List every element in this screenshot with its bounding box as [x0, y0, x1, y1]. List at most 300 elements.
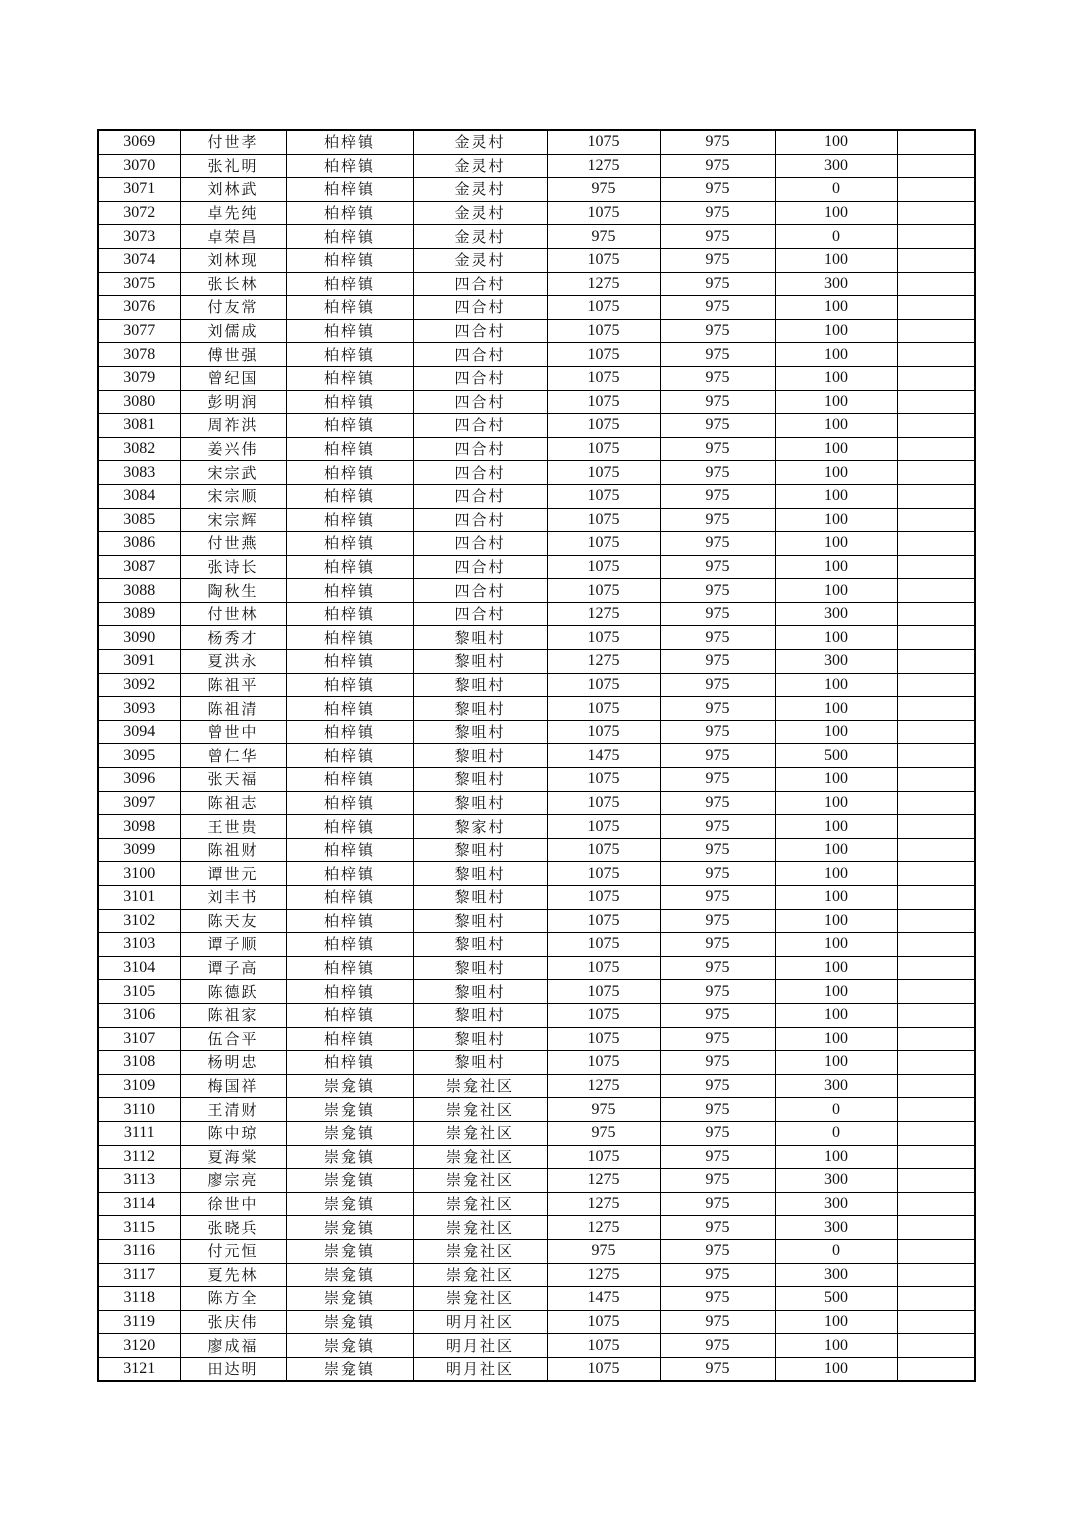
cell-remark — [897, 1003, 975, 1027]
cell-amount-diff: 100 — [775, 980, 897, 1004]
cell-amount-total: 1075 — [547, 933, 660, 957]
cell-village: 四合村 — [413, 296, 547, 320]
cell-number: 3110 — [98, 1098, 180, 1122]
cell-number: 3081 — [98, 414, 180, 438]
cell-amount-diff: 100 — [775, 130, 897, 154]
cell-amount-total: 1075 — [547, 579, 660, 603]
cell-amount-base: 975 — [660, 768, 775, 792]
cell-amount-base: 975 — [660, 1145, 775, 1169]
cell-name: 廖成福 — [180, 1334, 286, 1358]
cell-amount-total: 1075 — [547, 1145, 660, 1169]
cell-number: 3072 — [98, 201, 180, 225]
cell-remark — [897, 1145, 975, 1169]
cell-village: 四合村 — [413, 319, 547, 343]
cell-village: 崇龛社区 — [413, 1192, 547, 1216]
cell-amount-total: 1075 — [547, 1003, 660, 1027]
cell-village: 黎咀村 — [413, 886, 547, 910]
cell-amount-base: 975 — [660, 390, 775, 414]
cell-name: 王世贵 — [180, 815, 286, 839]
cell-amount-total: 1275 — [547, 154, 660, 178]
cell-town: 柏梓镇 — [286, 791, 413, 815]
cell-remark — [897, 1334, 975, 1358]
cell-remark — [897, 1098, 975, 1122]
cell-village: 四合村 — [413, 366, 547, 390]
cell-remark — [897, 791, 975, 815]
cell-village: 黎咀村 — [413, 744, 547, 768]
cell-amount-base: 975 — [660, 933, 775, 957]
table-row — [98, 555, 975, 579]
cell-remark — [897, 1074, 975, 1098]
cell-name: 张庆伟 — [180, 1310, 286, 1334]
cell-town: 柏梓镇 — [286, 1027, 413, 1051]
cell-amount-total: 1075 — [547, 296, 660, 320]
cell-village: 崇龛社区 — [413, 1121, 547, 1145]
cell-remark — [897, 437, 975, 461]
cell-amount-diff: 100 — [775, 248, 897, 272]
cell-town: 柏梓镇 — [286, 1003, 413, 1027]
cell-number: 3093 — [98, 697, 180, 721]
cell-number: 3119 — [98, 1310, 180, 1334]
table-row — [98, 626, 975, 650]
cell-number: 3111 — [98, 1121, 180, 1145]
cell-amount-base: 975 — [660, 838, 775, 862]
cell-amount-diff: 300 — [775, 1263, 897, 1287]
cell-amount-total: 1275 — [547, 1169, 660, 1193]
cell-remark — [897, 602, 975, 626]
cell-amount-total: 1475 — [547, 1287, 660, 1311]
table-row — [98, 1098, 975, 1122]
cell-amount-diff: 0 — [775, 1098, 897, 1122]
cell-name: 陈祖财 — [180, 838, 286, 862]
cell-name: 付世燕 — [180, 532, 286, 556]
cell-name: 付友常 — [180, 296, 286, 320]
cell-amount-total: 975 — [547, 225, 660, 249]
cell-number: 3079 — [98, 366, 180, 390]
cell-remark — [897, 1357, 975, 1381]
cell-number: 3120 — [98, 1334, 180, 1358]
cell-amount-total: 1075 — [547, 626, 660, 650]
cell-amount-total: 1275 — [547, 1216, 660, 1240]
cell-town: 柏梓镇 — [286, 130, 413, 154]
cell-village: 崇龛社区 — [413, 1074, 547, 1098]
cell-amount-total: 1075 — [547, 484, 660, 508]
cell-number: 3074 — [98, 248, 180, 272]
cell-remark — [897, 296, 975, 320]
cell-name: 陈祖家 — [180, 1003, 286, 1027]
cell-town: 柏梓镇 — [286, 909, 413, 933]
cell-amount-base: 975 — [660, 1192, 775, 1216]
cell-village: 黎咀村 — [413, 909, 547, 933]
table-row — [98, 390, 975, 414]
cell-town: 崇龛镇 — [286, 1334, 413, 1358]
cell-remark — [897, 909, 975, 933]
cell-town: 柏梓镇 — [286, 768, 413, 792]
cell-village: 四合村 — [413, 532, 547, 556]
cell-amount-total: 1075 — [547, 508, 660, 532]
cell-number: 3108 — [98, 1051, 180, 1075]
cell-town: 柏梓镇 — [286, 296, 413, 320]
table-row — [98, 1192, 975, 1216]
cell-village: 崇龛社区 — [413, 1098, 547, 1122]
cell-amount-base: 975 — [660, 579, 775, 603]
cell-name: 彭明润 — [180, 390, 286, 414]
table-row — [98, 1051, 975, 1075]
cell-amount-diff: 100 — [775, 484, 897, 508]
cell-town: 柏梓镇 — [286, 933, 413, 957]
cell-amount-total: 1075 — [547, 201, 660, 225]
cell-amount-total: 1075 — [547, 343, 660, 367]
cell-name: 夏洪永 — [180, 650, 286, 674]
cell-village: 黎咀村 — [413, 862, 547, 886]
cell-amount-base: 975 — [660, 154, 775, 178]
cell-remark — [897, 1121, 975, 1145]
cell-amount-total: 1275 — [547, 602, 660, 626]
cell-remark — [897, 343, 975, 367]
table-row — [98, 225, 975, 249]
table-row — [98, 768, 975, 792]
cell-amount-total: 1075 — [547, 130, 660, 154]
cell-village: 四合村 — [413, 414, 547, 438]
cell-village: 四合村 — [413, 579, 547, 603]
cell-town: 柏梓镇 — [286, 414, 413, 438]
cell-amount-base: 975 — [660, 673, 775, 697]
cell-number: 3114 — [98, 1192, 180, 1216]
cell-remark — [897, 1027, 975, 1051]
cell-village: 黎咀村 — [413, 1051, 547, 1075]
cell-number: 3095 — [98, 744, 180, 768]
cell-amount-diff: 100 — [775, 956, 897, 980]
cell-remark — [897, 272, 975, 296]
cell-amount-base: 975 — [660, 296, 775, 320]
cell-name: 陈祖平 — [180, 673, 286, 697]
cell-town: 柏梓镇 — [286, 673, 413, 697]
cell-amount-base: 975 — [660, 248, 775, 272]
cell-amount-total: 1475 — [547, 744, 660, 768]
cell-amount-base: 975 — [660, 225, 775, 249]
table-row — [98, 272, 975, 296]
cell-town: 崇龛镇 — [286, 1192, 413, 1216]
cell-amount-diff: 100 — [775, 815, 897, 839]
cell-number: 3107 — [98, 1027, 180, 1051]
cell-town: 崇龛镇 — [286, 1216, 413, 1240]
cell-town: 柏梓镇 — [286, 744, 413, 768]
cell-amount-diff: 100 — [775, 768, 897, 792]
cell-town: 柏梓镇 — [286, 579, 413, 603]
cell-name: 付元恒 — [180, 1239, 286, 1263]
cell-amount-total: 1075 — [547, 414, 660, 438]
cell-town: 柏梓镇 — [286, 343, 413, 367]
cell-amount-base: 975 — [660, 602, 775, 626]
cell-number: 3075 — [98, 272, 180, 296]
cell-number: 3082 — [98, 437, 180, 461]
cell-remark — [897, 768, 975, 792]
cell-amount-base: 975 — [660, 201, 775, 225]
cell-amount-diff: 500 — [775, 744, 897, 768]
cell-remark — [897, 248, 975, 272]
cell-village: 黎咀村 — [413, 650, 547, 674]
cell-amount-base: 975 — [660, 1098, 775, 1122]
cell-amount-base: 975 — [660, 366, 775, 390]
cell-amount-base: 975 — [660, 1003, 775, 1027]
cell-amount-diff: 100 — [775, 461, 897, 485]
cell-amount-total: 1075 — [547, 390, 660, 414]
cell-name: 梅国祥 — [180, 1074, 286, 1098]
cell-number: 3084 — [98, 484, 180, 508]
cell-remark — [897, 579, 975, 603]
cell-name: 廖宗亮 — [180, 1169, 286, 1193]
cell-amount-diff: 100 — [775, 508, 897, 532]
cell-village: 黎咀村 — [413, 720, 547, 744]
table-row — [98, 154, 975, 178]
cell-amount-diff: 100 — [775, 390, 897, 414]
cell-amount-total: 1075 — [547, 437, 660, 461]
cell-remark — [897, 1169, 975, 1193]
cell-name: 王清财 — [180, 1098, 286, 1122]
cell-amount-total: 1075 — [547, 555, 660, 579]
cell-amount-base: 975 — [660, 1334, 775, 1358]
cell-number: 3101 — [98, 886, 180, 910]
cell-amount-base: 975 — [660, 1287, 775, 1311]
cell-town: 崇龛镇 — [286, 1098, 413, 1122]
cell-amount-total: 1075 — [547, 461, 660, 485]
cell-town: 崇龛镇 — [286, 1357, 413, 1381]
cell-amount-diff: 100 — [775, 414, 897, 438]
cell-remark — [897, 933, 975, 957]
table-row — [98, 1310, 975, 1334]
cell-town: 柏梓镇 — [286, 697, 413, 721]
cell-village: 黎咀村 — [413, 1027, 547, 1051]
cell-amount-base: 975 — [660, 626, 775, 650]
cell-amount-base: 975 — [660, 909, 775, 933]
table-row — [98, 815, 975, 839]
cell-amount-diff: 100 — [775, 791, 897, 815]
cell-amount-base: 975 — [660, 1169, 775, 1193]
cell-amount-total: 1075 — [547, 1334, 660, 1358]
cell-amount-diff: 100 — [775, 697, 897, 721]
cell-amount-diff: 100 — [775, 555, 897, 579]
cell-town: 柏梓镇 — [286, 319, 413, 343]
cell-amount-diff: 100 — [775, 720, 897, 744]
cell-village: 金灵村 — [413, 178, 547, 202]
cell-number: 3080 — [98, 390, 180, 414]
table-row — [98, 720, 975, 744]
cell-town: 崇龛镇 — [286, 1074, 413, 1098]
cell-amount-base: 975 — [660, 1263, 775, 1287]
cell-amount-total: 1075 — [547, 366, 660, 390]
cell-remark — [897, 461, 975, 485]
table-row — [98, 1145, 975, 1169]
cell-name: 陈中琼 — [180, 1121, 286, 1145]
cell-amount-total: 975 — [547, 1239, 660, 1263]
cell-village: 黎咀村 — [413, 1003, 547, 1027]
cell-remark — [897, 1287, 975, 1311]
cell-amount-diff: 100 — [775, 1003, 897, 1027]
cell-amount-diff: 300 — [775, 1074, 897, 1098]
cell-amount-total: 1075 — [547, 768, 660, 792]
cell-number: 3087 — [98, 555, 180, 579]
cell-town: 柏梓镇 — [286, 838, 413, 862]
table-row — [98, 437, 975, 461]
cell-village: 崇龛社区 — [413, 1216, 547, 1240]
cell-amount-total: 975 — [547, 178, 660, 202]
cell-remark — [897, 980, 975, 1004]
cell-amount-base: 975 — [660, 886, 775, 910]
cell-amount-diff: 0 — [775, 225, 897, 249]
cell-village: 黎咀村 — [413, 838, 547, 862]
cell-name: 周祚洪 — [180, 414, 286, 438]
cell-amount-diff: 100 — [775, 201, 897, 225]
cell-town: 崇龛镇 — [286, 1310, 413, 1334]
cell-village: 黎咀村 — [413, 768, 547, 792]
cell-town: 柏梓镇 — [286, 602, 413, 626]
cell-amount-diff: 100 — [775, 886, 897, 910]
cell-amount-diff: 300 — [775, 272, 897, 296]
cell-remark — [897, 390, 975, 414]
cell-amount-diff: 100 — [775, 366, 897, 390]
cell-amount-total: 1075 — [547, 886, 660, 910]
cell-number: 3117 — [98, 1263, 180, 1287]
cell-amount-total: 1075 — [547, 673, 660, 697]
cell-amount-total: 1075 — [547, 1051, 660, 1075]
cell-village: 黎咀村 — [413, 697, 547, 721]
cell-amount-base: 975 — [660, 319, 775, 343]
cell-town: 柏梓镇 — [286, 980, 413, 1004]
cell-number: 3112 — [98, 1145, 180, 1169]
cell-remark — [897, 484, 975, 508]
cell-village: 金灵村 — [413, 225, 547, 249]
cell-amount-base: 975 — [660, 532, 775, 556]
cell-amount-base: 975 — [660, 1239, 775, 1263]
cell-village: 崇龛社区 — [413, 1169, 547, 1193]
cell-amount-base: 975 — [660, 272, 775, 296]
table-row — [98, 1121, 975, 1145]
cell-name: 曾仁华 — [180, 744, 286, 768]
cell-number: 3113 — [98, 1169, 180, 1193]
cell-town: 崇龛镇 — [286, 1287, 413, 1311]
cell-name: 姜兴伟 — [180, 437, 286, 461]
cell-village: 黎咀村 — [413, 933, 547, 957]
cell-amount-diff: 0 — [775, 1121, 897, 1145]
cell-name: 谭世元 — [180, 862, 286, 886]
cell-remark — [897, 154, 975, 178]
table-row — [98, 1334, 975, 1358]
cell-amount-total: 1075 — [547, 319, 660, 343]
cell-name: 张诗长 — [180, 555, 286, 579]
cell-remark — [897, 1310, 975, 1334]
cell-amount-base: 975 — [660, 650, 775, 674]
cell-amount-diff: 100 — [775, 437, 897, 461]
cell-name: 陈德跃 — [180, 980, 286, 1004]
table-row — [98, 579, 975, 603]
cell-town: 柏梓镇 — [286, 1051, 413, 1075]
cell-number: 3115 — [98, 1216, 180, 1240]
cell-number: 3116 — [98, 1239, 180, 1263]
table-row — [98, 1027, 975, 1051]
cell-remark — [897, 886, 975, 910]
cell-amount-base: 975 — [660, 484, 775, 508]
cell-amount-diff: 100 — [775, 1145, 897, 1169]
cell-amount-total: 1075 — [547, 815, 660, 839]
cell-name: 陈祖志 — [180, 791, 286, 815]
cell-remark — [897, 532, 975, 556]
cell-amount-total: 1075 — [547, 980, 660, 1004]
table-row — [98, 201, 975, 225]
cell-remark — [897, 815, 975, 839]
cell-name: 张天福 — [180, 768, 286, 792]
cell-remark — [897, 201, 975, 225]
cell-town: 柏梓镇 — [286, 461, 413, 485]
cell-amount-total: 1075 — [547, 791, 660, 815]
cell-number: 3106 — [98, 1003, 180, 1027]
cell-amount-diff: 100 — [775, 626, 897, 650]
cell-number: 3088 — [98, 579, 180, 603]
cell-amount-base: 975 — [660, 130, 775, 154]
table-row — [98, 697, 975, 721]
cell-village: 四合村 — [413, 484, 547, 508]
cell-name: 刘丰书 — [180, 886, 286, 910]
cell-number: 3078 — [98, 343, 180, 367]
cell-village: 黎咀村 — [413, 791, 547, 815]
cell-amount-diff: 100 — [775, 1334, 897, 1358]
cell-amount-total: 1075 — [547, 862, 660, 886]
cell-name: 张礼明 — [180, 154, 286, 178]
cell-amount-base: 975 — [660, 697, 775, 721]
cell-number: 3091 — [98, 650, 180, 674]
cell-village: 四合村 — [413, 508, 547, 532]
cell-number: 3094 — [98, 720, 180, 744]
cell-name: 宋宗武 — [180, 461, 286, 485]
cell-amount-base: 975 — [660, 1074, 775, 1098]
cell-name: 陈方全 — [180, 1287, 286, 1311]
cell-remark — [897, 178, 975, 202]
table-row — [98, 1287, 975, 1311]
cell-name: 卓先纯 — [180, 201, 286, 225]
table-row — [98, 414, 975, 438]
cell-town: 柏梓镇 — [286, 650, 413, 674]
cell-number: 3104 — [98, 956, 180, 980]
cell-amount-total: 1275 — [547, 650, 660, 674]
data-table — [97, 129, 976, 1382]
cell-amount-total: 1075 — [547, 697, 660, 721]
cell-amount-diff: 100 — [775, 343, 897, 367]
cell-number: 3096 — [98, 768, 180, 792]
cell-town: 柏梓镇 — [286, 437, 413, 461]
cell-town: 柏梓镇 — [286, 508, 413, 532]
cell-village: 黎咀村 — [413, 626, 547, 650]
cell-amount-base: 975 — [660, 980, 775, 1004]
table-row — [98, 343, 975, 367]
cell-town: 柏梓镇 — [286, 248, 413, 272]
cell-village: 黎咀村 — [413, 673, 547, 697]
cell-town: 柏梓镇 — [286, 815, 413, 839]
cell-remark — [897, 1216, 975, 1240]
cell-number: 3109 — [98, 1074, 180, 1098]
cell-amount-diff: 300 — [775, 1169, 897, 1193]
cell-town: 崇龛镇 — [286, 1145, 413, 1169]
cell-village: 明月社区 — [413, 1310, 547, 1334]
cell-amount-total: 1275 — [547, 1192, 660, 1216]
cell-number: 3073 — [98, 225, 180, 249]
cell-amount-diff: 300 — [775, 1216, 897, 1240]
cell-town: 柏梓镇 — [286, 484, 413, 508]
cell-amount-diff: 100 — [775, 909, 897, 933]
cell-amount-base: 975 — [660, 1051, 775, 1075]
table-row — [98, 673, 975, 697]
cell-name: 曾纪国 — [180, 366, 286, 390]
cell-town: 柏梓镇 — [286, 555, 413, 579]
cell-amount-diff: 0 — [775, 178, 897, 202]
cell-number: 3071 — [98, 178, 180, 202]
